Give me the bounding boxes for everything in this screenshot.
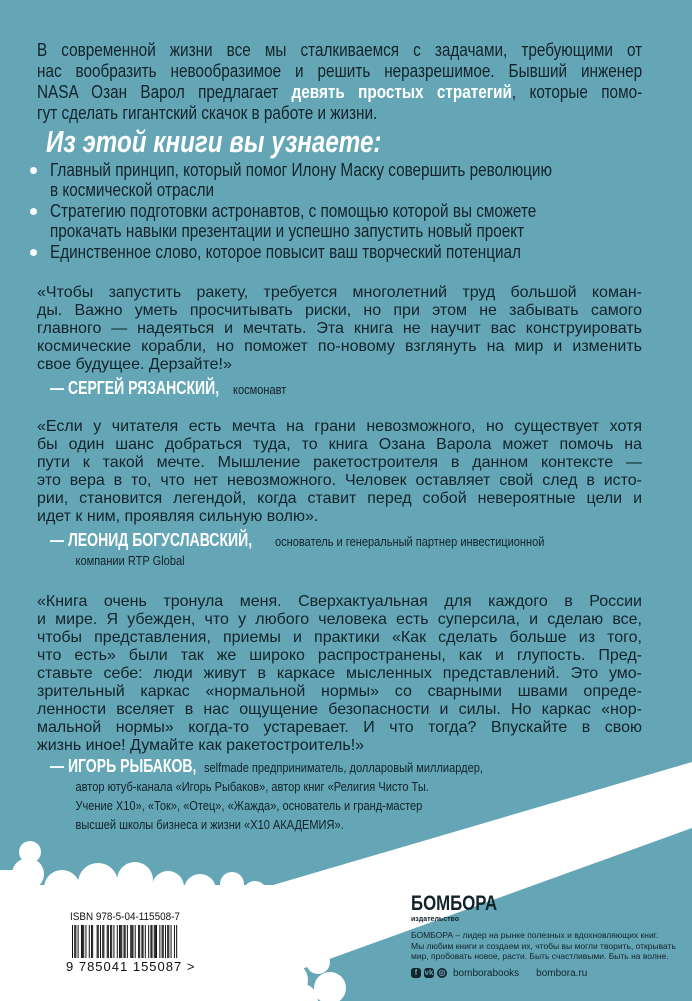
author-role-line: компании RTP Global <box>75 553 185 568</box>
bullet-line: Главный принцип, который помог Илону Маску совершить революцию <box>50 160 552 180</box>
quote-line: и мире. Я убежден, что у любого человека есть суперсила, и сделаю все, <box>37 611 642 628</box>
intro-highlight: девять простых стратегий <box>291 82 512 102</box>
quote-line: главного — надеяться и мечтать. Эта книга не научит вас конструировать <box>37 320 642 337</box>
quote-line: ленности вселяет в нас ощущение безопасности и силы. Но каркас «нор- <box>37 701 642 718</box>
quote-line: идет к ним, проявляя сильную волю». <box>37 508 319 525</box>
publisher-description-line: Мы любим книги и создаем их, чтобы вы могли творить, открывать <box>411 940 676 951</box>
intro-text: , которые помо- <box>511 82 643 102</box>
barcode-bar <box>103 925 104 958</box>
barcode-bar <box>75 925 76 958</box>
barcode-bar <box>81 925 82 958</box>
attribution-row <box>50 378 296 399</box>
barcode-bar <box>110 925 111 958</box>
barcode-bar <box>150 925 151 958</box>
attribution-row <box>50 756 532 777</box>
section-heading: Из этой книги вы узнаете: <box>46 124 382 159</box>
bullet-dot-icon <box>30 249 37 256</box>
barcode-bar <box>176 925 177 958</box>
author-role-line: высшей школы бизнеса и жизни «Х10 АКАДЕМИЯ». <box>75 817 344 832</box>
quote-line: жизнь иное! Думайте как ракетостроитель!» <box>37 737 365 754</box>
intro-line: нас вообразить невообразимое и решить неразрешимое. Бывший инженер <box>37 61 643 81</box>
barcode-bar <box>125 925 126 958</box>
quote-block <box>37 418 642 526</box>
quote-line: рии, становится легендой, когда ставит перед собой невероятные цели и <box>37 490 642 507</box>
quote-line: космические корабли, но поможет по-новому взглянуть на мир и изменить <box>37 338 642 355</box>
barcode-bar <box>117 925 118 958</box>
barcode-bar <box>156 925 157 958</box>
barcode-bar <box>108 925 109 958</box>
quote-line: свое будущее. Дерзайте!» <box>37 356 232 373</box>
bullet-dot-icon <box>30 167 37 174</box>
quote-line: что есть» были так же широко распространены, как и глупость. Пред- <box>37 647 642 664</box>
publisher-social <box>411 968 676 979</box>
quote-block <box>37 593 642 755</box>
barcode-bar <box>111 925 112 958</box>
barcode-bar <box>121 925 122 958</box>
social-handle: bomborabooks <box>453 967 520 979</box>
intro-text: NASA Озан Варол предлагает <box>37 82 292 102</box>
quote-line: зрительный каркас «нормальной нормы» со сварными швами опреде- <box>37 683 642 700</box>
bullet-line: Единственное слово, которое повысит ваш творческий потенциал <box>50 242 521 262</box>
quote-line: «Если у читателя есть мечта на грани невозможного, но существует хотя <box>37 418 642 435</box>
barcode-bar <box>82 925 83 958</box>
barcode-bar <box>152 925 153 958</box>
barcode-bar <box>74 925 75 958</box>
barcode-bar <box>92 925 93 958</box>
quote-line: чтобы представления, приемы и практики «Как сделать больше из того, <box>37 629 642 646</box>
barcode-bar <box>100 925 101 958</box>
publisher-description-line: мир, пробовать новое, расти. Быть счастливыми. Быть на волне. <box>411 951 669 961</box>
barcode-bar <box>97 925 98 958</box>
barcode-bar <box>72 925 73 958</box>
barcode-bar <box>174 925 175 958</box>
quote-line: «Книга очень тронула меня. Сверхактуальная для каждого в России <box>37 593 642 610</box>
barcode-bar <box>138 925 139 958</box>
barcode-bar <box>155 925 156 958</box>
barcode-bar <box>130 925 131 958</box>
barcode-bar <box>148 925 149 958</box>
quote-block <box>37 284 642 374</box>
barcode-bar <box>165 925 166 958</box>
quote-line: бы один шанс добраться туда, то книга Озана Варола может помочь на <box>37 436 642 453</box>
quote-attribution <box>50 530 592 570</box>
author-name: — ИГОРЬ РЫБАКОВ, <box>50 756 197 776</box>
barcode-bar <box>159 925 160 958</box>
author-name: — СЕРГЕЙ РЯЗАНСКИЙ, <box>50 378 220 398</box>
barcode-bar <box>163 925 164 958</box>
author-role-line: Учение Х10», «Ток», «Отец», «Жажда», основатель и гранд-мастер <box>75 798 423 813</box>
author-role-line: автор ютуб-канала «Игорь Рыбаков», автор книг «Религия Чисто Ты. <box>75 779 429 794</box>
intro-line: В современной жизни все мы сталкиваемся с задачами, требующими от <box>37 40 643 60</box>
bullet-line: Стратегию подготовки астронавтов, с помощью которой вы сможете <box>50 201 537 221</box>
bullet-list <box>30 160 692 263</box>
intro-paragraph <box>37 40 692 124</box>
barcode-bar <box>120 925 121 958</box>
barcode-bar <box>168 925 169 958</box>
quote-attribution <box>50 378 296 399</box>
instagram-icon: ◎ <box>438 968 446 977</box>
barcode-bar <box>171 925 172 958</box>
bullet-dot-icon <box>30 208 37 215</box>
barcode-bar <box>167 925 168 958</box>
isbn-label: ISBN 978-5-04-115508-7 <box>70 911 180 923</box>
barcode-bar <box>131 925 132 958</box>
quote-line: ставьте себе: люди живут в каркасе мысленных представлений. Это умо- <box>37 665 642 682</box>
vk-icon: vk <box>424 968 434 977</box>
barcode-bar <box>145 925 146 958</box>
publisher-block <box>411 893 676 979</box>
quote-line: это вера в то, что нет невозможного. Человек оставляет свой след в исто- <box>37 472 642 489</box>
bullet-item <box>30 242 692 262</box>
barcode-bar <box>91 925 92 958</box>
bullet-line: прокачать навыки презентации и успешно запустить новый проект <box>50 221 525 241</box>
author-name: — ЛЕОНИД БОГУСЛАВСКИЙ, <box>50 530 253 550</box>
quote-line: мальной нормы» когда-то устаревает. И что тогда? Впускайте в свою <box>37 719 642 736</box>
quote-attribution <box>50 756 532 834</box>
bullet-item <box>30 160 692 200</box>
publisher-description-line: БОМБОРА – лидер на рынке полезных и вдохновляющих книг. <box>411 930 659 940</box>
barcode-bar <box>139 925 140 958</box>
barcode-bar <box>127 925 128 958</box>
barcode-bar <box>78 925 79 958</box>
barcode-bar <box>119 925 120 958</box>
intro-line <box>37 82 642 103</box>
publisher-logo-subtitle: издательство <box>411 916 459 923</box>
barcode-bar <box>89 925 90 958</box>
barcode-bar <box>141 925 142 958</box>
barcode-bar <box>83 925 84 958</box>
bullet-item <box>30 201 692 241</box>
facebook-icon: f <box>411 968 421 978</box>
barcode <box>72 925 180 961</box>
barcode-digits: 9 785041 155087 > <box>66 959 196 974</box>
author-role: selfmade предприниматель, долларовый миллиардер, <box>203 760 483 775</box>
barcode-bar <box>154 925 155 958</box>
intro-line: гут сделать гигантский скачок в работе и жизни. <box>37 103 378 123</box>
barcode-bar <box>135 925 136 958</box>
quote-line: пути к такой мечте. Мышление ракетостроителя в данном контексте — <box>37 454 642 471</box>
barcode-bar <box>85 925 86 958</box>
barcode-bar <box>143 925 144 958</box>
quote-line: ды. Важно уметь просчитывать риски, но при этом не забывать самого <box>37 302 642 319</box>
attribution-row <box>50 530 592 551</box>
publisher-description <box>411 930 676 962</box>
barcode-bar <box>162 925 163 958</box>
barcode-bar <box>124 925 125 958</box>
quote-line: «Чтобы запустить ракету, требуется многолетний труд большой коман- <box>37 284 642 301</box>
author-role: основатель и генеральный партнер инвестиционной <box>275 534 545 549</box>
barcode-bar <box>102 925 103 958</box>
publisher-website: bombora.ru <box>536 967 588 979</box>
author-role: космонавт <box>232 382 287 397</box>
barcode-bar <box>98 925 99 958</box>
barcode-bar <box>132 925 133 958</box>
barcode-bar <box>113 925 114 958</box>
barcode-bar <box>107 925 108 958</box>
publisher-logo: БОМБОРА <box>411 892 498 915</box>
bullet-line: в космической отрасли <box>50 180 215 200</box>
